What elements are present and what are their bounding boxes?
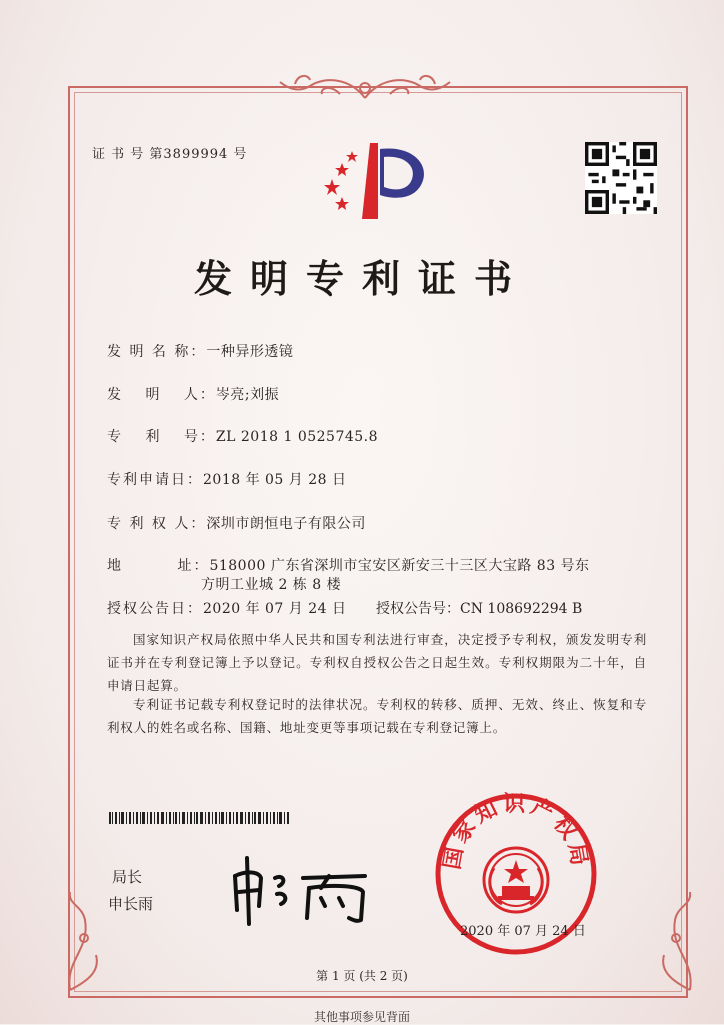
field-grant-number bbox=[376, 598, 582, 618]
field-invention-name bbox=[107, 341, 293, 361]
page-number: 第 1 页 (共 2 页) bbox=[316, 969, 408, 983]
field-label: 授权公告号： bbox=[376, 601, 460, 617]
field-grant-date bbox=[107, 598, 347, 618]
field-address-line2: 方明工业城 2 栋 8 楼 bbox=[201, 577, 342, 593]
field-value: 岑亮;刘振 bbox=[215, 387, 280, 403]
director-title: 局长 bbox=[112, 868, 143, 886]
field-value: 2020 年 07 月 24 日 bbox=[203, 601, 347, 617]
field-value: CN 108692294 B bbox=[460, 601, 583, 617]
seal-date: 2020 年 07 月 24 日 bbox=[460, 924, 586, 939]
field-label: 专 利 权 人： bbox=[107, 516, 207, 532]
svg-text:国家知识产权局: 国家知识产权局 bbox=[438, 791, 594, 872]
field-value: 518000 广东省深圳市宝安区新安三十三区大宝路 83 号东 bbox=[209, 558, 590, 574]
field-value: 2018 年 05 月 28 日 bbox=[203, 472, 347, 488]
field-label: 专利申请日： bbox=[107, 472, 203, 488]
field-label: 地 址： bbox=[107, 558, 210, 574]
field-inventor bbox=[107, 384, 279, 404]
top-ornament bbox=[270, 70, 460, 104]
field-label: 专 利 号： bbox=[107, 429, 216, 445]
statement-paragraph: 专利证书记载专利权登记时的法律状况。专利权的转移、质押、无效、终止、恢复和专利权人的姓名或名称、国籍、地址变更等事项记载在专利登记簿上。 bbox=[107, 697, 647, 735]
field-value: 深圳市朗恒电子有限公司 bbox=[206, 516, 366, 532]
field-value: ZL 2018 1 0525745.8 bbox=[215, 429, 379, 445]
statement-paragraph: 国家知识产权局依照中华人民共和国专利法进行审查，决定授予专利权，颁发发明专利证书并在专利登记簿上予以登记。专利权自授权公告之日起生效。专利权期限为二十年，自申请日起算。 bbox=[107, 632, 647, 693]
certificate-number: 证 书 号 第3899994 号 bbox=[92, 147, 248, 162]
field-label: 授权公告日： bbox=[107, 601, 203, 617]
qr-code-icon bbox=[585, 142, 657, 214]
field-label: 发 明 名 称： bbox=[107, 344, 207, 360]
director-name: 申长雨 bbox=[108, 895, 154, 913]
page-title: 发明专利证书 bbox=[193, 256, 530, 301]
field-patentee bbox=[107, 513, 366, 533]
field-address bbox=[107, 555, 590, 575]
barcode-icon bbox=[109, 812, 289, 824]
footer-note: 其他事项参见背面 bbox=[313, 1010, 410, 1024]
field-filing-date bbox=[107, 469, 347, 489]
field-patent-number bbox=[107, 426, 378, 446]
director-signature bbox=[225, 848, 385, 928]
cnipa-logo-icon bbox=[318, 135, 438, 225]
field-label: 发 明 人： bbox=[107, 387, 216, 403]
field-value: 一种异形透镜 bbox=[206, 344, 294, 360]
